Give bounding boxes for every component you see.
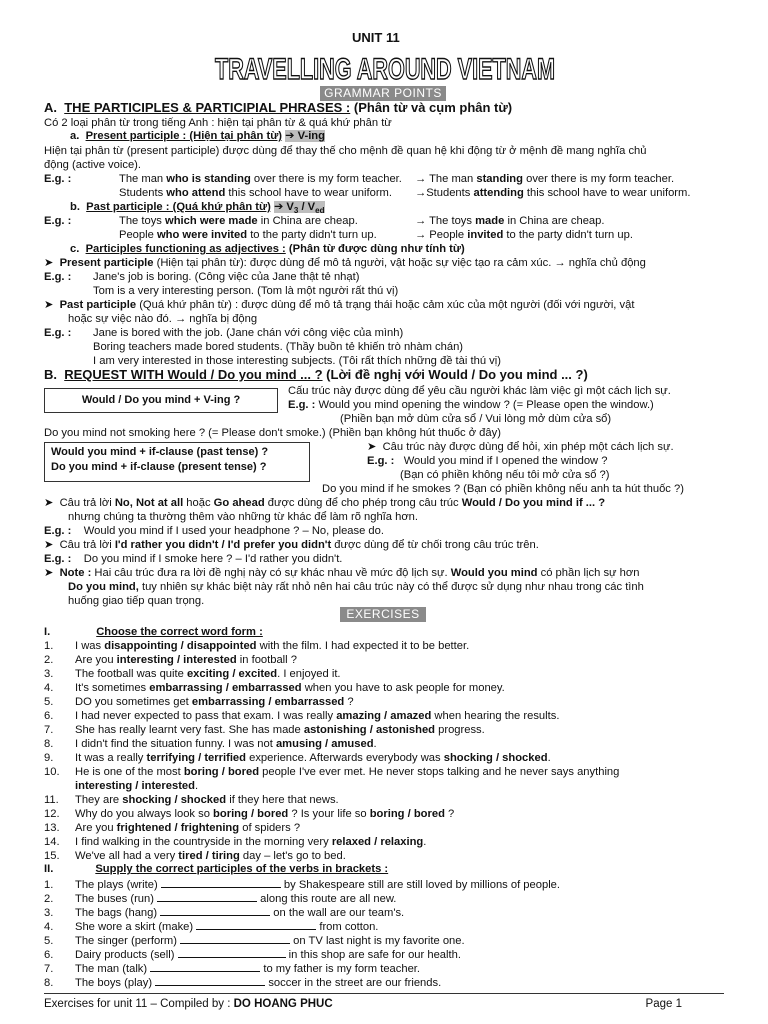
exercise-2-item: 4. She wore a skirt (make) from cotton. (44, 921, 379, 933)
sub-a-example-1: The man who is standing over there is my form teacher. (119, 173, 402, 185)
exercise-1-item-continued: interesting / interested. (75, 780, 199, 792)
exercise-1-item: 12. Why do you always look so boring / bored ? Is your life so boring / bored ? (44, 808, 455, 820)
past-example-1: Jane is bored with the job. (Jane chán với công việc của mình) (93, 327, 404, 339)
sub-b-heading: b. Past participle : (Quá khứ phân từ) ➔ $V_3 / V_{ed}$ (70, 201, 325, 215)
sub-a-desc-2: động (active voice). (44, 159, 142, 171)
present-example-2: Tom is a very interesting person. (Tom là một người rất thú vị) (93, 285, 399, 297)
answer-allow-desc: ➤ Câu trả lời No, Not at all hoặc Go ahead được dùng để cho phép trong câu trúc Would / Do you mind if ... ? (44, 497, 606, 509)
sub-b-example-1: The toys which were made in China are cheap. (119, 215, 358, 227)
box2-example: E.g. : Would you mind if I opened the window ? (367, 455, 608, 467)
exercise-1-item: 6. I had never expected to pass that exam. I was really amazing / amazed when hearing the results. (44, 710, 560, 722)
answer-allow-example: E.g. : Would you mind if I used your headphone ? – No, please do. (44, 525, 384, 537)
box2-example-2: Do you mind if he smokes ? (Bạn có phiền không nếu anh ta hút thuốc ?) (322, 483, 684, 495)
box2-desc: ➤ Câu trúc này được dùng để hỏi, xin phép một cách lịch sự. (367, 441, 674, 453)
sub-a-example-2-result: →Students attending this school have to wear uniform. (415, 187, 691, 199)
exercise-1-item: 5. DO you sometimes get embarrassing / embarrassed ? (44, 696, 354, 708)
exercise-1-item: 3. The football was quite exciting / excited. I enjoyed it. (44, 668, 341, 680)
answer-blank[interactable] (157, 891, 257, 902)
sub-a-example-2: Students who attend this school have to wear uniform. (119, 187, 392, 199)
part-1-heading: I. Choose the correct word form : (44, 626, 263, 638)
answer-allow-desc-2: nhưng chúng ta thường thêm vào những từ khác để làm rõ nghĩa hơn. (68, 511, 419, 523)
exercise-1-item: 10. He is one of the most boring / bored people I've ever met. He never stops talking and he never says anything (44, 766, 620, 778)
eg-label: E.g. : (44, 173, 72, 185)
answer-blank[interactable] (160, 905, 270, 916)
eg-label: E.g. : (44, 327, 72, 339)
exercise-2-item: 3. The bags (hang) on the wall are our team's. (44, 907, 405, 919)
present-participle-desc: ➤ Present participle (Hiện tại phân từ): được dùng để mô tả người, vật hoặc sự việc tạo ra cảm xúc. → nghĩa chủ động (44, 257, 646, 269)
answer-blank[interactable] (161, 877, 281, 888)
answer-blank[interactable] (180, 933, 290, 944)
sub-b-example-2: People who were invited to the party didn't turn up. (119, 229, 377, 241)
note-line-1: ➤ Note : Hai câu trúc đưa ra lời đề nghị này có sự khác nhau về mức độ lịch sự. Would you mind có phần lịch sự hơn (44, 567, 640, 579)
exercises-banner: EXERCISES (340, 607, 426, 622)
present-example-1: Jane's job is boring. (Công việc của Jane thật tẻ nhạt) (93, 271, 360, 283)
sub-a-heading: a. Present participle : (Hiện tại phân từ) ➔ V-ing (70, 130, 325, 142)
sub-c-heading: c. Participles functioning as adjectives : (Phân từ được dùng như tính từ) (70, 243, 465, 255)
sub-b-example-2-result: → People invited to the party didn't turn up. (415, 229, 633, 241)
eg-label: E.g. : (44, 271, 72, 283)
page-title-text: TRAVELLING AROUND VIETNAM (215, 53, 555, 86)
answer-blank[interactable] (178, 947, 286, 958)
exercise-1-item: 11. They are shocking / shocked if they here that news. (44, 794, 339, 806)
past-example-2: Boring teachers made bored students. (Thầy buồn tẻ khiến trò nhàm chán) (93, 341, 464, 353)
past-example-3: I am very interested in those interesting subjects. (Tôi rất thích những đề tài thú vị) (93, 355, 501, 367)
exercise-1-item: 13. Are you frightened / frightening of spiders ? (44, 822, 301, 834)
exercise-1-item: 1. I was disappointing / disappointed with the film. I had expected it to be better. (44, 640, 470, 652)
sub-a-example-1-result: → The man standing over there is my form teacher. (415, 173, 675, 185)
answer-blank[interactable] (150, 961, 260, 972)
exercise-1-item: 9. It was a really terrifying / terrified experience. Afterwards everybody was shocking / shocked. (44, 752, 551, 764)
past-participle-desc: ➤ Past participle (Quá khứ phân từ) : được dùng để mô tả trạng thái hoặc cảm xúc của một người (đối với người, vật (44, 299, 635, 311)
exercise-1-item: 2. Are you interesting / interested in football ? (44, 654, 297, 666)
exercise-1-item: 7. She has really learnt very fast. She has made astonishing / astonished progress. (44, 724, 485, 736)
answer-blank[interactable] (196, 919, 316, 930)
sub-a-desc-1: Hiện tại phân từ (present participle) được dùng để thay thế cho mệnh đề quan hệ khi động từ ở mệnh đề mang nghĩa chủ (44, 145, 647, 157)
box1-desc: Cấu trúc này được dùng để yêu cầu người khác làm việc gì một cách lịch sự. (288, 385, 671, 397)
box1-example-vn: (Phiền bạn mở dùm cửa sổ / Vui lòng mở dùm cửa sổ) (340, 413, 612, 425)
past-participle-desc-2: hoặc sự việc nào đó. → nghĩa bị động (68, 313, 258, 325)
box2-example-vn: (Bạn có phiền không nếu tôi mở cửa sổ ?) (400, 469, 610, 481)
section-a-heading: A. THE PARTICIPLES & PARTICIPIAL PHRASES : (Phân từ và cụm phân từ) (44, 100, 513, 115)
exercise-2-item: 5. The singer (perform) on TV last night is my favorite one. (44, 935, 465, 947)
exercise-1-item: 4. It's sometimes embarrassing / embarrassed when you have to ask people for money. (44, 682, 505, 694)
exercise-1-item: 14. I find walking in the countryside in the morning very relaxed / relaxing. (44, 836, 427, 848)
structure-box-1: Would / Do you mind + V-ing ? (44, 388, 278, 413)
exercise-2-item: 6. Dairy products (sell) in this shop are safe for our health. (44, 949, 461, 961)
section-b-heading: B. REQUEST WITH Would / Do you mind ... ? (Lời đề nghị với Would / Do you mind ... ?) (44, 367, 588, 382)
exercise-2-item: 1. The plays (write) by Shakespeare still are still loved by millions of people. (44, 879, 561, 891)
page-title (210, 44, 560, 88)
part-2-heading: II. Supply the correct participles of the verbs in brackets : (44, 863, 389, 875)
box1-example-2: Do you mind not smoking here ? (= Please don't smoke.) (Phiền bạn không hút thuốc ở đây) (44, 427, 501, 439)
answer-blank[interactable] (155, 975, 265, 986)
sub-b-example-1-result: → The toys made in China are cheap. (415, 215, 605, 227)
box1-example: E.g. : Would you mind opening the window ? (= Please open the window.) (288, 399, 654, 411)
note-line-3: huống giao tiếp quan trọng. (68, 595, 205, 607)
section-a-intro: Có 2 loại phân từ trong tiếng Anh : hiện tại phân từ & quá khứ phân từ (44, 117, 392, 129)
exercise-2-item: 8. The boys (play) soccer in the street are our friends. (44, 977, 442, 989)
exercise-1-item: 15. We've all had a very tired / tiring day – let's go to bed. (44, 850, 346, 862)
unit-label: UNIT 11 (352, 30, 400, 45)
answer-refuse-example: E.g. : Do you mind if I smoke here ? – I'd rather you didn't. (44, 553, 343, 565)
page-footer: Exercises for unit 11 – Compiled by : DO HOANG PHUC Page 1 (44, 993, 724, 1010)
grammar-points-banner: GRAMMAR POINTS (320, 86, 446, 101)
exercise-2-item: 2. The buses (run) along this route are all new. (44, 893, 397, 905)
page-number: Page 1 (645, 998, 682, 1010)
note-line-2: Do you mind, tuy nhiên sự khác biệt này rất nhỏ nên hai câu trúc này có thể được sử dụng như nhau trong các tình (68, 581, 644, 593)
structure-box-2: Would you mind + if-clause (past tense) ? Do you mind + if-clause (present tense) ? (44, 442, 310, 482)
eg-label: E.g. : (44, 215, 72, 227)
answer-refuse-desc: ➤ Câu trả lời I'd rather you didn't / I'd prefer you didn't được dùng để từ chối trong câu trúc trên. (44, 539, 539, 551)
exercise-1-item: 8. I didn't find the situation funny. I was not amusing / amused. (44, 738, 377, 750)
exercise-2-item: 7. The man (talk) to my father is my form teacher. (44, 963, 421, 975)
